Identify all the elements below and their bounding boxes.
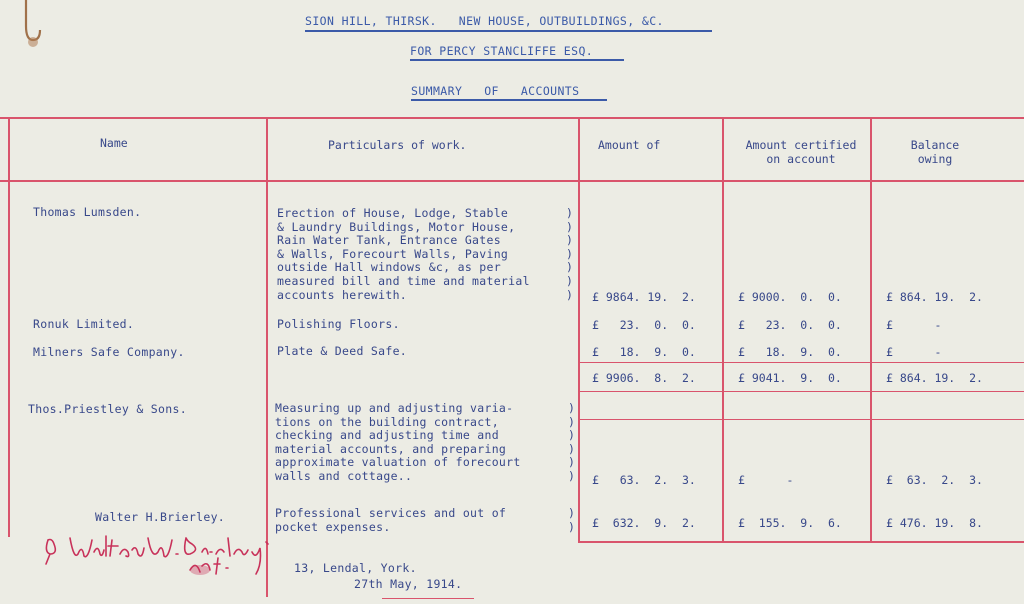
row-certified: £ 23. 0. 0. [738,318,842,332]
col-divider-3 [722,117,724,542]
row-certified: £ 18. 9. 0. [738,345,842,359]
document-title: SION HILL, THIRSK. NEW HOUSE, OUTBUILDINGS, &C. [305,14,664,28]
column-header-certified: Amount certified on account [745,138,857,166]
row-balance: £ 864. 19. 2. [886,290,983,304]
row-amount: £ 63. 2. 3. [592,473,696,487]
summary-underline [411,99,607,101]
row-certified: £ 155. 9. 6. [738,516,842,530]
subtotal-certified: £ 9041. 9. 0. [738,371,842,385]
row-particulars: Erection of House, Lodge, Stable & Laundry Buildings, Motor House, Rain Water Tank, Entrance Gates & Walls, Forecourt Walls, Paving outside Hall windows &c, as per measured bill and time and material accounts herewith. [277,206,530,302]
column-header-amount: Amount of [598,138,661,152]
row-amount: £ 9864. 19. 2. [592,290,696,304]
row-amount: £ 23. 0. 0. [592,318,696,332]
row-balance: £ - [886,318,942,332]
row-particulars: Professional services and out of pocket expenses. [275,506,507,534]
row-particulars: Polishing Floors. [277,317,400,331]
row-balance: £ 63. 2. 3. [886,473,983,487]
row-amount: £ 632. 9. 2. [592,516,696,530]
table-bottom-rule [578,541,1024,543]
row-name: Ronuk Limited. [33,317,135,331]
column-header-particulars: Particulars of work. [328,138,467,152]
subtotal-amount: £ 9906. 8. 2. [592,371,696,385]
col-divider-4 [870,117,872,542]
row-balance: £ 476. 19. 8. [886,516,983,530]
footer-rule [382,598,474,599]
column-header-name: Name [100,136,128,150]
subtotal-bottom-rule [578,391,1024,392]
subtotal-top-rule [578,362,1024,363]
client-line: FOR PERCY STANCLIFFE ESQ. [410,44,594,58]
row-amount: £ 18. 9. 0. [592,345,696,359]
bracket-marks: ) ) ) ) ) ) ) [566,206,573,302]
title-underline [305,30,712,32]
left-border [8,117,10,537]
col-divider-2 [578,117,580,542]
summary-heading: SUMMARY OF ACCOUNTS [411,84,580,98]
row-name: Milners Safe Company. [33,345,185,359]
row-particulars: Measuring up and adjusting varia- tions on the building contract, checking and adjusting time and material accounts, and preparing approximate valuation of forecourt walls and cottage.. [275,401,521,483]
col-divider-1 [266,117,268,597]
handwritten-signature [40,530,280,592]
row-particulars: Plate & Deed Safe. [277,344,408,358]
footer-address: 13, Lendal, York. [294,561,417,575]
bracket-marks: ) ) ) ) ) ) [568,401,575,483]
punch-hole-mark [18,0,44,54]
row-certified: £ - [738,473,794,487]
row-name: Thos.Priestley & Sons. [28,402,187,416]
bracket-marks: ) ) [568,506,575,534]
row-name: Thomas Lumsden. [33,205,142,219]
row-certified: £ 9000. 0. 0. [738,290,842,304]
row-name: Walter H.Brierley. [95,510,226,524]
footer-date: 27th May, 1914. [354,577,463,591]
row-balance: £ - [886,345,942,359]
client-underline [410,59,624,61]
column-header-balance: Balance owing [910,138,960,166]
section-rule [578,419,1024,420]
subtotal-balance: £ 864. 19. 2. [886,371,983,385]
